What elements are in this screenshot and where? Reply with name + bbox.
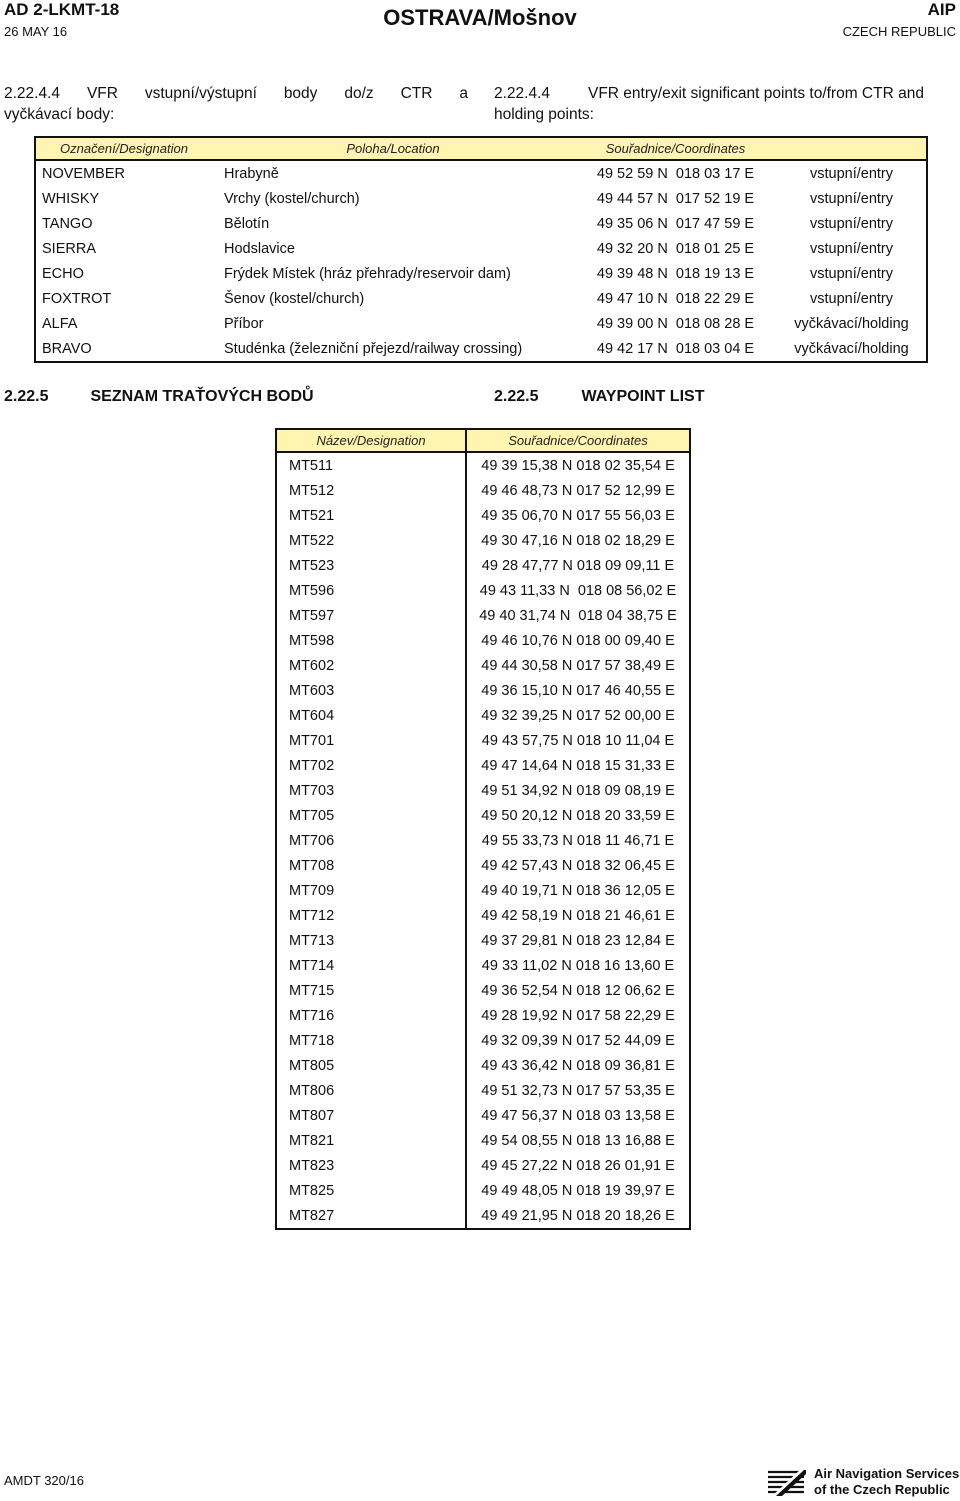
section-heading-line2: vyčkávací body: (4, 106, 115, 123)
column-header-designation: Označení/Designation (35, 137, 212, 160)
cell-waypoint-name: MT512 (276, 478, 466, 503)
cell-waypoint-coordinates: 49 36 52,54 N 018 12 06,62 E (481, 982, 675, 999)
table-row (276, 603, 690, 628)
cell-type: vstupní/entry (809, 215, 893, 232)
section-title: WAYPOINT LIST (581, 388, 705, 405)
cell-waypoint-name: MT716 (276, 1003, 466, 1028)
section-heading-word: CTR (400, 85, 433, 102)
cell-location: Studénka (železniční přejezd/railway crossing) (224, 340, 523, 357)
page-title: OSTRAVA/Mošnov (383, 5, 577, 30)
cell-type: vstupní/entry (809, 190, 893, 207)
effective-date: 26 MAY 16 (4, 24, 68, 39)
cell-waypoint-name: MT523 (276, 553, 466, 578)
table-row (276, 878, 690, 903)
table-row (276, 553, 690, 578)
table-row (276, 1103, 690, 1128)
cell-coordinates: 49 32 20 N 018 01 25 E (596, 240, 755, 257)
cell-waypoint-coordinates: 49 42 57,43 N 018 32 06,45 E (481, 857, 675, 874)
section-heading-line1: VFR entry/exit significant points to/from CTR and (588, 85, 924, 102)
table-row (35, 160, 927, 186)
cell-waypoint-name: MT702 (276, 753, 466, 778)
cell-waypoint-coordinates: 49 46 48,73 N 017 52 12,99 E (481, 482, 675, 499)
section-heading-word: body (283, 85, 318, 102)
section-number: 2.22.4.4 (4, 85, 61, 102)
table-header-row (35, 137, 927, 160)
section-number: 2.22.5 (494, 388, 539, 405)
cell-waypoint-coordinates: 49 46 10,76 N 018 00 09,40 E (481, 632, 675, 649)
cell-designation: BRAVO (42, 340, 92, 357)
cell-type: vstupní/entry (809, 240, 893, 257)
document-id: AD 2-LKMT-18 (4, 0, 120, 19)
cell-waypoint-coordinates: 49 43 57,75 N 018 10 11,04 E (481, 732, 675, 749)
cell-coordinates: 49 52 59 N 018 03 17 E (596, 165, 755, 182)
cell-waypoint-name: MT821 (276, 1128, 466, 1153)
cell-type: vyčkávací/holding (794, 315, 909, 332)
section-heading-word: vstupní/výstupní (144, 85, 257, 102)
table-row (276, 478, 690, 503)
cell-waypoint-coordinates: 49 47 14,64 N 018 15 31,33 E (481, 757, 675, 774)
cell-coordinates: 49 35 06 N 017 47 59 E (596, 215, 755, 232)
cell-waypoint-name: MT807 (276, 1103, 466, 1128)
table-row (276, 728, 690, 753)
cell-designation: FOXTROT (42, 290, 112, 307)
section-vfr-heading-cz (4, 83, 468, 125)
cell-waypoint-coordinates: 49 55 33,73 N 018 11 46,71 E (481, 832, 675, 849)
cell-type: vstupní/entry (809, 165, 893, 182)
cell-waypoint-name: MT823 (276, 1153, 466, 1178)
cell-waypoint-coordinates: 49 49 21,95 N 018 20 18,26 E (481, 1207, 675, 1224)
cell-type: vstupní/entry (809, 290, 893, 307)
publication-label: AIP (927, 0, 956, 19)
cell-waypoint-coordinates: 49 28 19,92 N 017 58 22,29 E (481, 1007, 675, 1024)
organization-name (814, 1466, 959, 1498)
cell-waypoint-name: MT701 (276, 728, 466, 753)
cell-location: Hodslavice (224, 240, 295, 257)
cell-waypoint-name: MT703 (276, 778, 466, 803)
table-row (276, 753, 690, 778)
table-row (35, 211, 927, 236)
cell-waypoint-name: MT718 (276, 1028, 466, 1053)
cell-waypoint-name: MT805 (276, 1053, 466, 1078)
cell-coordinates: 49 39 00 N 018 08 28 E (596, 315, 755, 332)
cell-waypoint-coordinates: 49 43 11,33 N 018 08 56,02 E (479, 582, 677, 599)
cell-waypoint-name: MT705 (276, 803, 466, 828)
cell-waypoint-name: MT521 (276, 503, 466, 528)
table-header-row (276, 429, 690, 452)
cell-waypoint-name: MT709 (276, 878, 466, 903)
cell-location: Vrchy (kostel/church) (224, 190, 360, 207)
table-row (276, 628, 690, 653)
table-row (276, 528, 690, 553)
cell-waypoint-name: MT603 (276, 678, 466, 703)
section-heading-word: VFR (86, 85, 118, 102)
cell-waypoint-name: MT706 (276, 828, 466, 853)
cell-waypoint-coordinates: 49 32 09,39 N 017 52 44,09 E (481, 1032, 675, 1049)
table-row (276, 1128, 690, 1153)
cell-waypoint-name: MT712 (276, 903, 466, 928)
cell-waypoint-name: MT597 (276, 603, 466, 628)
cell-coordinates: 49 39 48 N 018 19 13 E (596, 265, 755, 282)
cell-designation: TANGO (42, 215, 93, 232)
cell-type: vyčkávací/holding (794, 340, 909, 357)
table-row (276, 953, 690, 978)
cell-coordinates: 49 47 10 N 018 22 29 E (596, 290, 755, 307)
table-row (276, 703, 690, 728)
cell-designation: NOVEMBER (42, 165, 125, 182)
cell-type: vstupní/entry (809, 265, 893, 282)
cell-waypoint-coordinates: 49 40 31,74 N 018 04 38,75 E (479, 607, 677, 624)
cell-waypoint-name: MT713 (276, 928, 466, 953)
cell-designation: SIERRA (42, 240, 96, 257)
section-number: 2.22.4.4 (494, 85, 551, 102)
cell-location: Šenov (kostel/church) (224, 290, 365, 307)
table-row (276, 1178, 690, 1203)
cell-waypoint-coordinates: 49 30 47,16 N 018 02 18,29 E (481, 532, 675, 549)
section-vfr-heading-en (494, 83, 956, 125)
cell-coordinates: 49 42 17 N 018 03 04 E (596, 340, 755, 357)
cell-waypoint-coordinates: 49 28 47,77 N 018 09 09,11 E (481, 557, 675, 574)
country-label: CZECH REPUBLIC (842, 24, 956, 39)
table-row (276, 828, 690, 853)
table-row (276, 653, 690, 678)
table-row (276, 1003, 690, 1028)
cell-location: Příbor (224, 315, 264, 332)
cell-waypoint-coordinates: 49 33 11,02 N 018 16 13,60 E (481, 957, 675, 974)
cell-waypoint-name: MT511 (276, 452, 466, 478)
table-row (276, 1053, 690, 1078)
ans-cr-logo-icon (766, 1468, 806, 1501)
table-row (276, 503, 690, 528)
section-heading-line2: holding points: (494, 106, 594, 123)
cell-waypoint-name: MT825 (276, 1178, 466, 1203)
table-row (276, 803, 690, 828)
cell-waypoint-name: MT522 (276, 528, 466, 553)
section-waypoints-heading-cz (4, 388, 314, 406)
cell-waypoint-coordinates: 49 54 08,55 N 018 13 16,88 E (481, 1132, 675, 1149)
table-row (276, 678, 690, 703)
table-row (276, 1028, 690, 1053)
waypoint-table (275, 428, 691, 1230)
cell-waypoint-coordinates: 49 32 39,25 N 017 52 00,00 E (481, 707, 675, 724)
table-row (276, 1078, 690, 1103)
cell-waypoint-coordinates: 49 36 15,10 N 017 46 40,55 E (481, 682, 675, 699)
cell-waypoint-coordinates: 49 43 36,42 N 018 09 36,81 E (481, 1057, 675, 1074)
cell-waypoint-coordinates: 49 40 19,71 N 018 36 12,05 E (481, 882, 675, 899)
organization-line1: Air Navigation Services (814, 1466, 960, 1481)
cell-waypoint-name: MT715 (276, 978, 466, 1003)
cell-waypoint-coordinates: 49 45 27,22 N 018 26 01,91 E (481, 1157, 675, 1174)
cell-waypoint-name: MT708 (276, 853, 466, 878)
table-row (276, 928, 690, 953)
column-header-name: Název/Designation (276, 429, 466, 452)
cell-location: Hrabyně (224, 165, 279, 182)
cell-waypoint-coordinates: 49 42 58,19 N 018 21 46,61 E (481, 907, 675, 924)
cell-waypoint-name: MT602 (276, 653, 466, 678)
cell-waypoint-coordinates: 49 49 48,05 N 018 19 39,97 E (481, 1182, 675, 1199)
cell-waypoint-coordinates: 49 51 34,92 N 018 09 08,19 E (481, 782, 675, 799)
vfr-points-table (34, 136, 928, 363)
table-row (35, 286, 927, 311)
table-row (276, 1203, 690, 1229)
section-title: SEZNAM TRAŤOVÝCH BODŮ (90, 388, 314, 405)
table-row (276, 778, 690, 803)
column-header-coordinates: Souřadnice/Coordinates (466, 429, 690, 452)
cell-designation: ECHO (42, 265, 84, 282)
column-header-location: Poloha/Location (212, 137, 574, 160)
column-header-coordinates: Souřadnice/Coordinates (574, 137, 777, 160)
cell-designation: WHISKY (42, 190, 100, 207)
section-heading-word: a (459, 85, 468, 102)
cell-waypoint-coordinates: 49 44 30,58 N 017 57 38,49 E (481, 657, 675, 674)
cell-location: Bělotín (224, 215, 270, 232)
section-waypoints-heading-en (494, 388, 704, 406)
cell-designation: ALFA (42, 315, 78, 332)
organization-line2: of the Czech Republic (814, 1482, 950, 1497)
cell-location: Frýdek Místek (hráz přehrady/reservoir dam) (224, 265, 511, 282)
table-row (276, 853, 690, 878)
table-row (35, 261, 927, 286)
cell-waypoint-coordinates: 49 51 32,73 N 017 57 53,35 E (481, 1082, 675, 1099)
table-row (276, 978, 690, 1003)
cell-waypoint-coordinates: 49 37 29,81 N 018 23 12,84 E (481, 932, 675, 949)
section-heading-word: do/z (344, 85, 374, 102)
cell-waypoint-name: MT714 (276, 953, 466, 978)
table-row (35, 186, 927, 211)
table-row (276, 578, 690, 603)
cell-waypoint-coordinates: 49 39 15,38 N 018 02 35,54 E (481, 457, 675, 474)
cell-waypoint-name: MT604 (276, 703, 466, 728)
table-row (276, 1153, 690, 1178)
cell-waypoint-coordinates: 49 50 20,12 N 018 20 33,59 E (481, 807, 675, 824)
cell-waypoint-name: MT827 (276, 1203, 466, 1229)
cell-coordinates: 49 44 57 N 017 52 19 E (596, 190, 755, 207)
table-row (276, 452, 690, 478)
cell-waypoint-coordinates: 49 35 06,70 N 017 55 56,03 E (481, 507, 675, 524)
table-row (35, 236, 927, 261)
table-row (35, 336, 927, 362)
table-row (35, 311, 927, 336)
cell-waypoint-name: MT596 (276, 578, 466, 603)
column-header-type (777, 137, 927, 160)
cell-waypoint-name: MT806 (276, 1078, 466, 1103)
amendment-number: AMDT 320/16 (4, 1473, 84, 1488)
cell-waypoint-coordinates: 49 47 56,37 N 018 03 13,58 E (481, 1107, 675, 1124)
table-row (276, 903, 690, 928)
cell-waypoint-name: MT598 (276, 628, 466, 653)
section-number: 2.22.5 (4, 388, 49, 405)
